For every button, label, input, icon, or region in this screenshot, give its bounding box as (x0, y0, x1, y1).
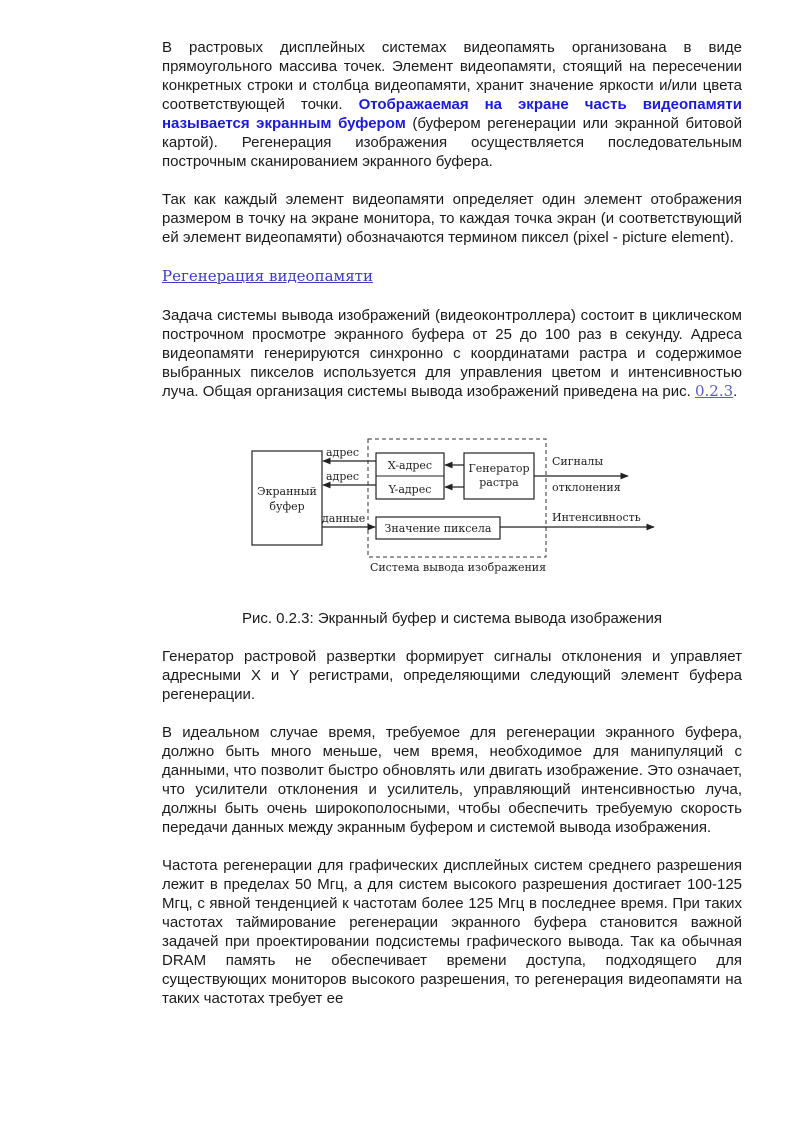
paragraph-regeneration-time: В идеальном случае время, требуемое для регенерации экранного буфера, должно быть много меньше, чем время, необходимое для манипуляций с данными, что позволит быстро обновлять или двигать изображение. Это означает, что усилители отклонения и усилитель, управляющий интенсивностью луча, должны быть очень широкополосными, чтобы обеспечить требуемую скорость передачи данных между экранным буфером и системой вывода изображения. (162, 724, 742, 836)
address-label-1: адрес (326, 446, 360, 459)
paragraph-text: . (733, 383, 738, 400)
section-heading-regeneration[interactable]: Регенерация видеопамяти (162, 267, 373, 285)
address-label-2: адрес (326, 470, 360, 483)
signals-label-line2: отклонения (552, 481, 621, 494)
paragraph-text: Задача системы вывода изображений (видеоконтроллера) состоит в циклическом построчном просмотре экранного буфера от 25 до 100 раз в секунду. Адреса видеопамяти генерируются синхронно с координатами растра и содержимое выбранных пикселов используется для управления цветом и интенсивностью луча. Общая организация системы вывода изображений приведена на рис. (162, 307, 742, 400)
buffer-label-line1: Экранный (257, 485, 317, 498)
intensity-label: Интенсивность (552, 511, 641, 524)
data-label: данные (322, 512, 366, 525)
document-page (162, 38, 742, 1008)
pixel-value-label: Значение пиксела (384, 522, 492, 535)
system-label: Система вывода изображения (369, 561, 547, 574)
paragraph-text: (буфером регенерации или экранной битовой картой). Регенерация изображения осуществляется последовательным построчным сканированием экранного буфера. (162, 115, 743, 170)
paragraph-text: В растровых дисплейных системах видеопамять организована в виде прямоугольного массива точек. Элемент видеопамяти, стоящий на пересечении конкретных строки и столбца видеопамяти, хранит значение яркости и/или цвета соответствующей точки. (162, 39, 742, 113)
figure-reference-link[interactable]: 0.2.3 (694, 382, 734, 400)
paragraph-raster-memory (162, 38, 742, 171)
screen-buffer-box (252, 451, 322, 545)
generator-label-line1: Генератор (468, 462, 530, 475)
y-register-label: Y-адрес (388, 483, 432, 496)
emphasis-screen-buffer: Отображаемая на экране часть видеопамяти называется экранным буфером (162, 96, 742, 132)
diagram-svg (162, 435, 742, 595)
x-register-label: X-адрес (387, 459, 433, 472)
paragraph-raster-generator: Генератор растровой развертки формирует сигналы отклонения и управляет адресными X и Y регистрами, определяющими следующий элемент буфера регенерации. (162, 648, 742, 703)
figure-caption: Рис. 0.2.3: Экранный буфер и система вывода изображения (241, 610, 663, 627)
generator-label-line2: растра (479, 476, 519, 489)
signals-label-line1: Сигналы (552, 455, 604, 468)
paragraph-pixel-definition: Так как каждый элемент видеопамяти определяет один элемент отображения размером в точку на экране монитора, то каждая точка экран (и соответствующий ей элемент видеопамяти) обозначаются термином пиксел (pixel - picture element). (162, 191, 742, 246)
paragraph-display-system-task (162, 306, 742, 401)
buffer-label-line2: буфер (269, 500, 305, 513)
paragraph-refresh-frequency: Частота регенерации для графических дисплейных систем среднего разрешения лежит в пределах 50 Мгц, а для систем высокого разрешения достигает 100-125 Мгц, с явной тенденцией к частотам более 125 Мгц в последнее время. При таких частотах таймирование регенерации экранного буфера становится важной задачей при проектировании подсистемы графического вывода. Так ка обычная DRAM память не обеспечивает времени доступа, подходящего для существующих мониторов высокого разрешения, то регенерация видеопамяти на таких частотах требует ее (162, 857, 742, 1007)
figure-screen-buffer-diagram (162, 435, 742, 595)
